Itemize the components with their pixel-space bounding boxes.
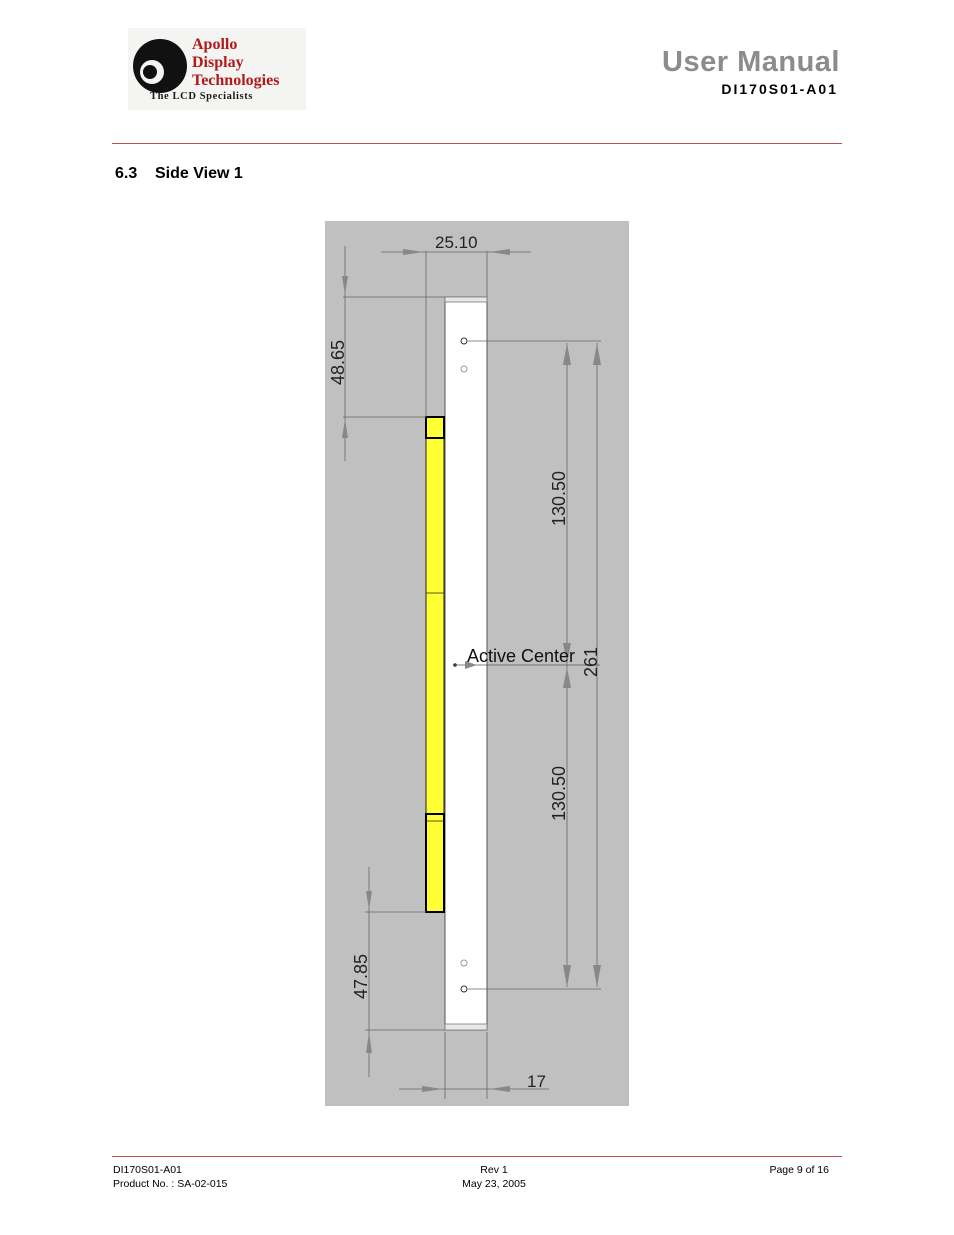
section-number: 6.3: [115, 165, 138, 182]
footer-left: [113, 1163, 227, 1191]
active-center-label: Active Center: [467, 646, 576, 666]
company-logo: [128, 28, 306, 110]
footer-model: DI170S01-A01: [113, 1164, 182, 1176]
panel-bottom-bracket: [426, 814, 444, 912]
dim-lower-half-label: 130.50: [549, 765, 569, 821]
dim-top-width-label: 25.10: [435, 233, 478, 252]
module-top-cap: [445, 297, 487, 302]
module-bottom-cap: [445, 1024, 487, 1030]
dim-bottom-offset-label: 47.85: [351, 953, 371, 999]
logo-line-technologies: Technologies: [192, 72, 280, 89]
panel-top-bracket: [426, 417, 444, 438]
document-title: User Manual: [662, 46, 840, 78]
dim-bottom-width-label: 17: [527, 1072, 546, 1091]
footer-date: May 23, 2005: [462, 1178, 526, 1190]
footer-divider: [112, 1156, 842, 1157]
section-title: Side View 1: [155, 165, 243, 182]
footer-page-number: Page 9 of 16: [769, 1164, 829, 1176]
footer-revision: Rev 1: [480, 1164, 508, 1176]
model-number: DI170S01-A01: [721, 81, 838, 97]
dim-upper-half-label: 130.50: [549, 470, 569, 526]
logo-line-display: Display: [192, 54, 244, 71]
side-view-svg: [325, 221, 629, 1106]
footer-center: [462, 1163, 526, 1191]
logo-line-apollo: Apollo: [192, 36, 238, 53]
footer-right: [769, 1163, 829, 1177]
dim-top-offset-label: 48.65: [328, 339, 348, 385]
footer-product-number: Product No. : SA-02-015: [113, 1178, 228, 1190]
section-heading: [115, 165, 243, 183]
header-divider: [112, 143, 842, 144]
dim-total-label: 261: [581, 646, 601, 677]
side-view-drawing: [325, 221, 629, 1106]
logo-tagline: The LCD Specialists: [150, 91, 253, 102]
